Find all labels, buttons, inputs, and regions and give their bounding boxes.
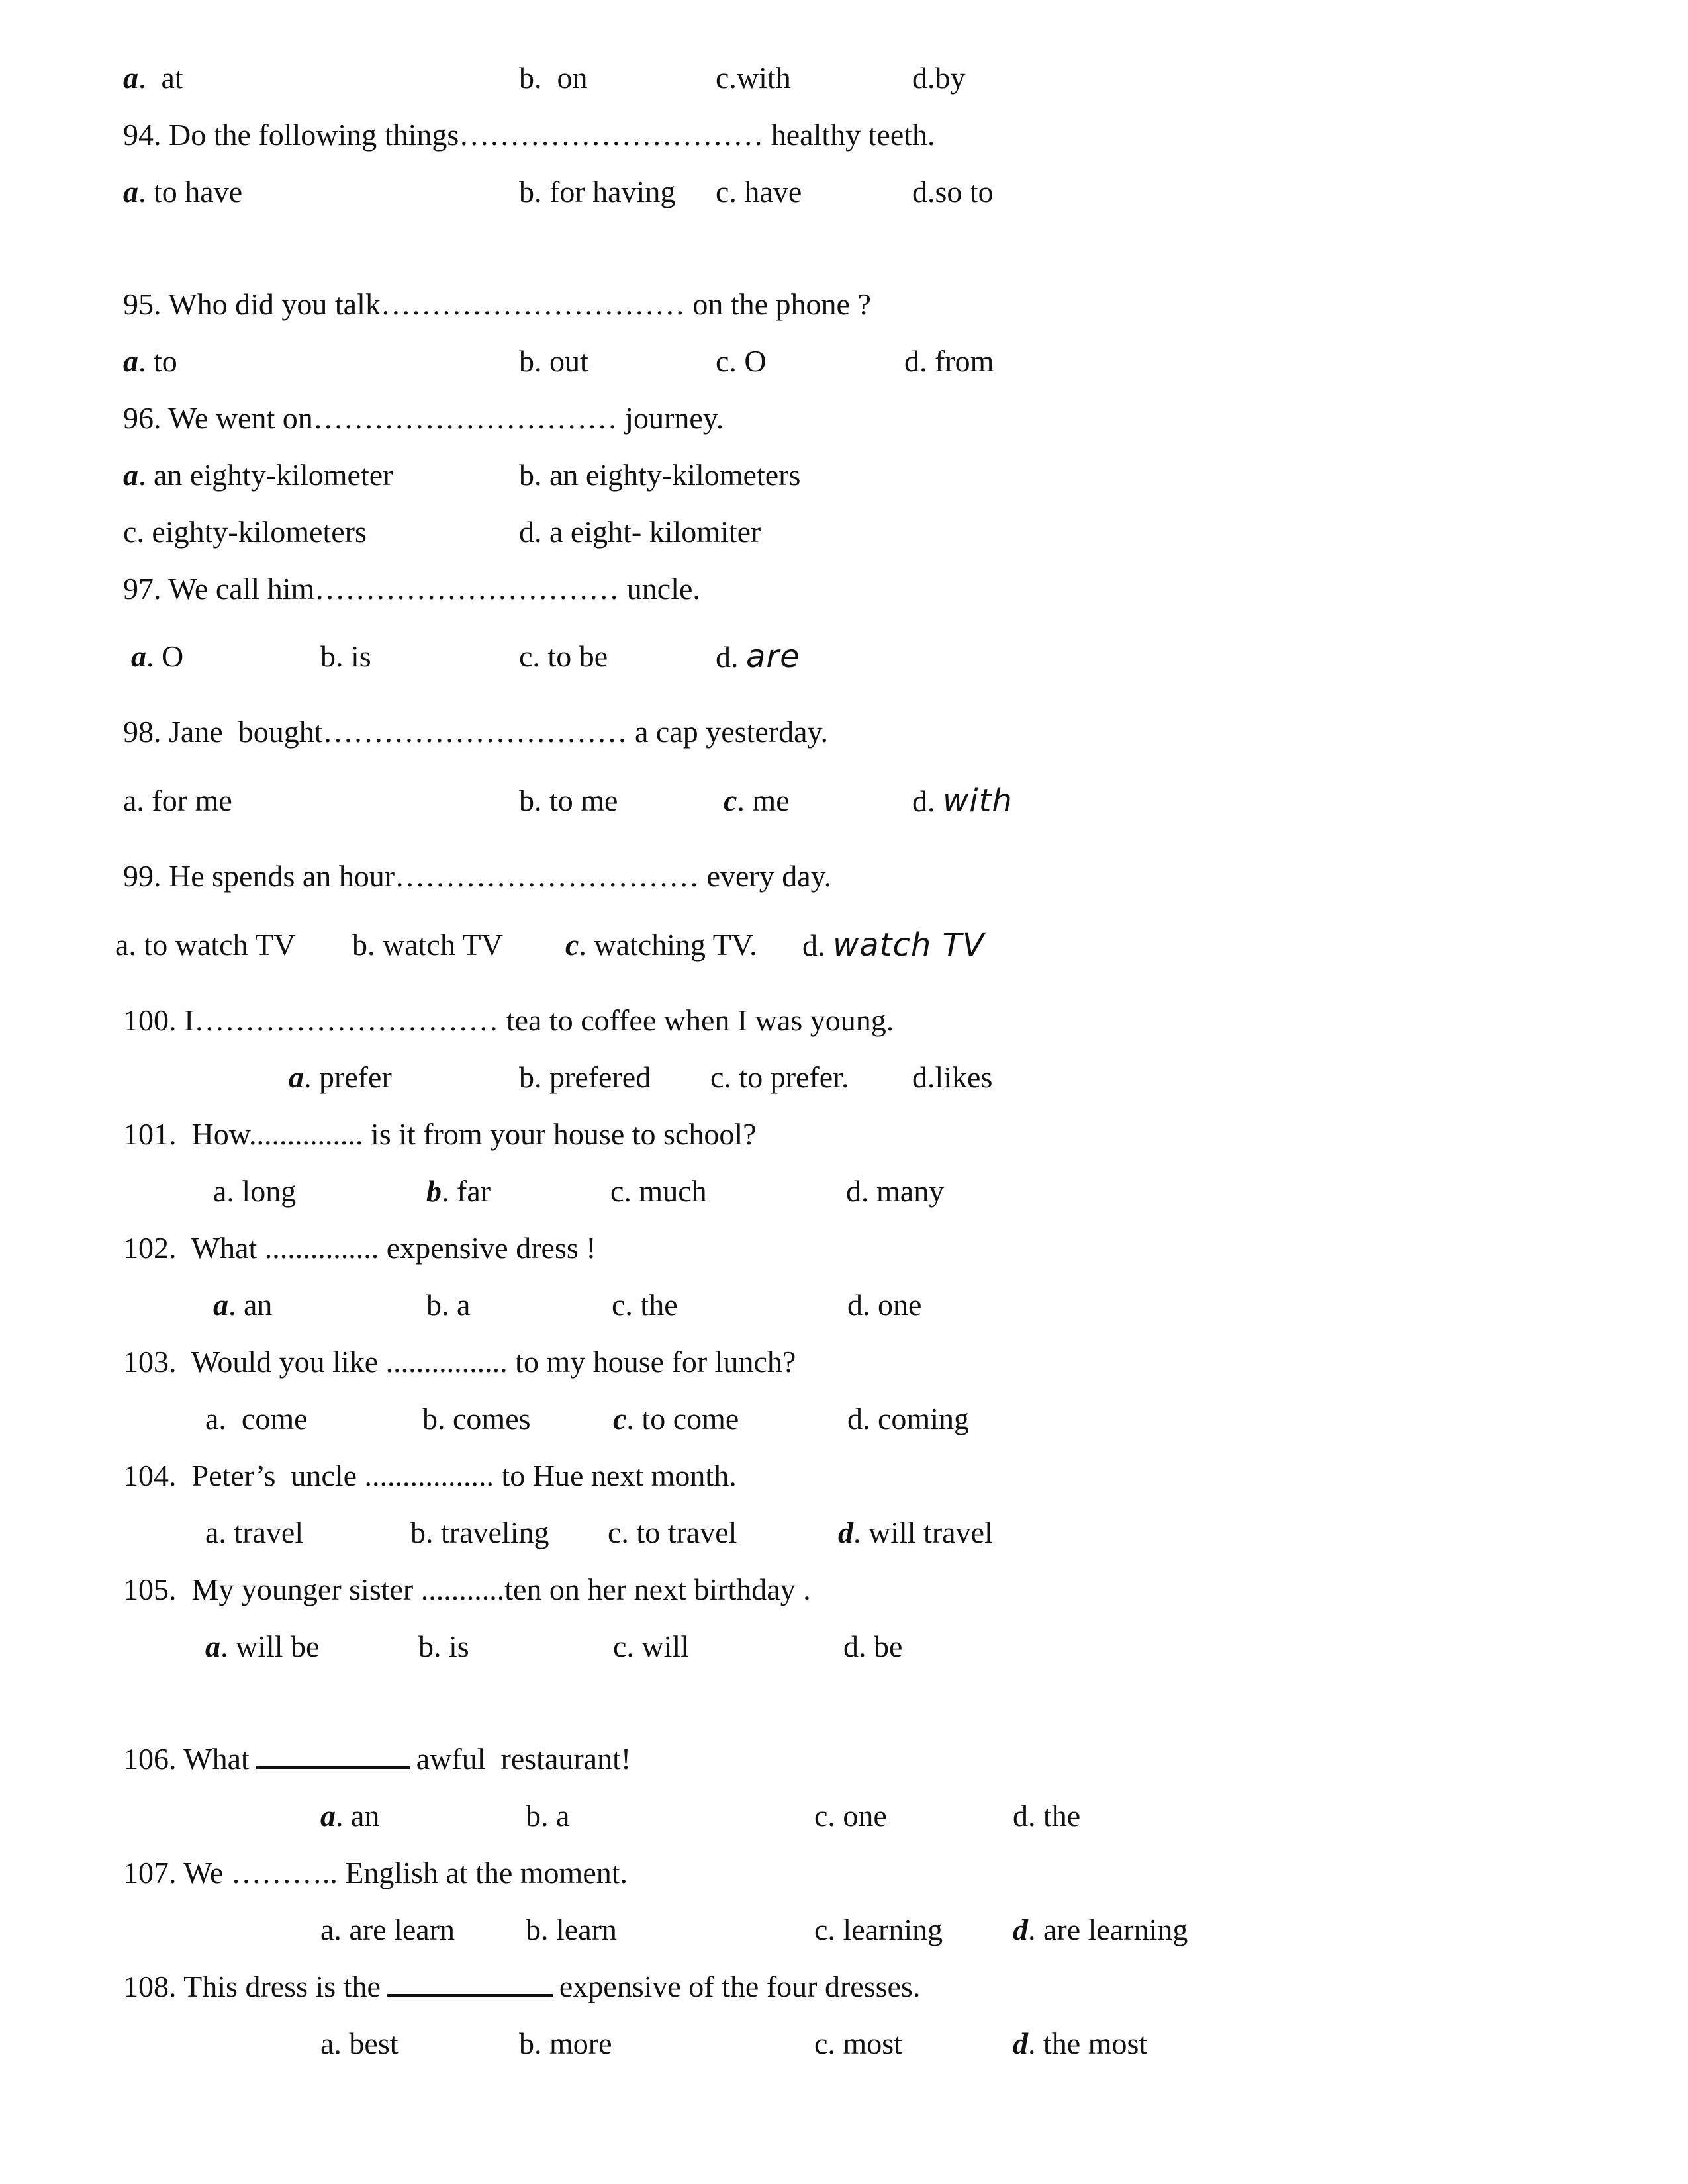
option-a: a. to have xyxy=(123,175,243,208)
option-b: b. a xyxy=(426,1288,471,1322)
option-a: a. an eighty-kilometer xyxy=(123,458,393,492)
option-c: c. to prefer. xyxy=(710,1060,849,1094)
option-d: d. be xyxy=(843,1629,903,1663)
question-103: 103. Would you like ................ to my house for lunch? xyxy=(123,1345,796,1379)
question-106: 106. What awful restaurant! xyxy=(123,1742,632,1776)
option-b: b. watch TV xyxy=(352,928,503,962)
option-b: b. on xyxy=(519,61,588,95)
option-c: c. the xyxy=(612,1288,678,1322)
answer-blank xyxy=(387,1972,553,1997)
option-a: a. O xyxy=(131,639,184,673)
question-99: 99. He spends an hour………………………… every day. xyxy=(123,859,832,893)
option-d: d. one xyxy=(847,1288,922,1322)
option-d: d. are learning xyxy=(1013,1913,1188,1946)
question-96: 96. We went on………………………… journey. xyxy=(123,401,724,435)
option-a: a. for me xyxy=(123,784,232,817)
option-c: c. eighty-kilometers xyxy=(123,515,367,549)
option-b: b. for having xyxy=(519,175,676,208)
question-108: 108. This dress is the expensive of the four dresses. xyxy=(123,1970,921,2003)
option-c: c. watching TV. xyxy=(565,928,757,962)
option-a: a. are learn xyxy=(320,1913,455,1946)
option-d: d.likes xyxy=(912,1060,993,1094)
option-b: b. far xyxy=(426,1174,491,1208)
option-c: c. to travel xyxy=(608,1516,737,1549)
option-d: d. are xyxy=(716,638,800,675)
option-b: b. to me xyxy=(519,784,618,817)
option-d: d. with xyxy=(912,782,1013,819)
option-d: d. many xyxy=(846,1174,945,1208)
option-b: b. an eighty-kilometers xyxy=(519,458,801,492)
question-100: 100. I………………………… tea to coffee when I was young. xyxy=(123,1003,894,1037)
option-b: b. comes xyxy=(422,1402,531,1435)
option-a: a. an xyxy=(213,1288,273,1322)
option-d: d. a eight- kilomiter xyxy=(519,515,761,549)
option-a: a. come xyxy=(205,1402,308,1435)
question-107: 107. We ……….. English at the moment. xyxy=(123,1856,628,1889)
option-a: a. to watch TV xyxy=(115,928,296,962)
option-c: c. one xyxy=(814,1799,887,1833)
question-98: 98. Jane bought………………………… a cap yesterday. xyxy=(123,715,829,749)
question-97: 97. We call him………………………… uncle. xyxy=(123,572,700,606)
option-b: b. traveling xyxy=(410,1516,549,1549)
question-101: 101. How............... is it from your house to school? xyxy=(123,1117,757,1151)
option-c: c. to be xyxy=(519,639,608,673)
question-104: 104. Peter’s uncle ................. to Hue next month. xyxy=(123,1459,737,1492)
option-d: d. the most xyxy=(1013,2026,1148,2060)
option-a: a. long xyxy=(213,1174,297,1208)
option-c: c. most xyxy=(814,2026,902,2060)
question-102: 102. What ............... expensive dress ! xyxy=(123,1231,596,1265)
option-d: d. the xyxy=(1013,1799,1081,1833)
option-d: d. watch TV xyxy=(802,927,985,964)
option-c: c.with xyxy=(716,61,791,95)
option-b: b. out xyxy=(519,344,588,378)
question-94: 94. Do the following things………………………… healthy teeth. xyxy=(123,118,935,152)
option-d: d. coming xyxy=(847,1402,969,1435)
option-c: c. learning xyxy=(814,1913,943,1946)
option-b: b. prefered xyxy=(519,1060,651,1094)
option-a: a. will be xyxy=(205,1629,320,1663)
option-d: d.so to xyxy=(912,175,994,208)
option-a: a. best xyxy=(320,2026,399,2060)
option-c: c. O xyxy=(716,344,767,378)
question-95: 95. Who did you talk………………………… on the phone ? xyxy=(123,287,871,321)
option-a: a. to xyxy=(123,344,177,378)
option-b: b. is xyxy=(418,1629,469,1663)
option-c: c. much xyxy=(610,1174,707,1208)
option-c: c. me xyxy=(724,784,790,817)
option-c: c. will xyxy=(613,1629,689,1663)
option-b: b. is xyxy=(320,639,371,673)
option-b: b. learn xyxy=(526,1913,617,1946)
option-a: a. an xyxy=(320,1799,380,1833)
option-d: d. from xyxy=(904,344,994,378)
option-d: d. will travel xyxy=(838,1516,993,1549)
option-d: d.by xyxy=(912,61,966,95)
option-a: a. at xyxy=(123,61,183,95)
question-105: 105. My younger sister ...........ten on her next birthday . xyxy=(123,1572,811,1606)
option-b: b. more xyxy=(519,2026,612,2060)
option-c: c. have xyxy=(716,175,802,208)
option-c: c. to come xyxy=(613,1402,739,1435)
option-a: a. prefer xyxy=(289,1060,392,1094)
answer-blank xyxy=(256,1744,410,1769)
option-a: a. travel xyxy=(205,1516,304,1549)
option-b: b. a xyxy=(526,1799,570,1833)
